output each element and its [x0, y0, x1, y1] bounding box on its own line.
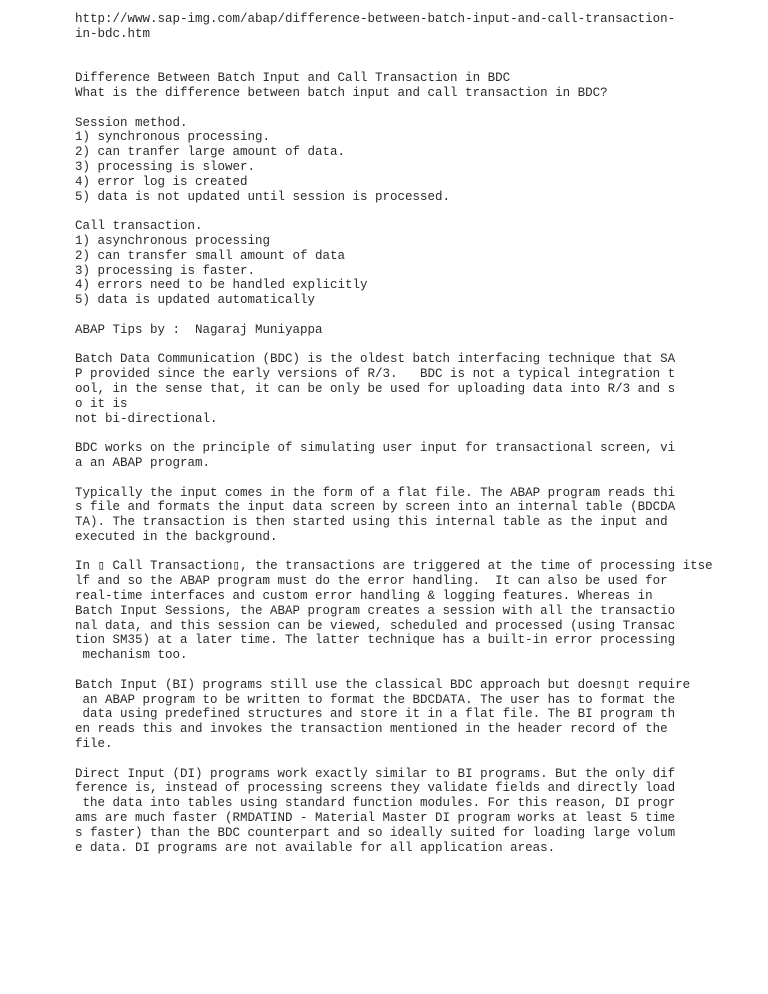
tips-line: ABAP Tips by : Nagaraj Muniyappa [75, 322, 323, 337]
paragraph-line: ference is, instead of processing screens they validate fields and directly load [75, 781, 676, 796]
paragraph-line: real-time interfaces and custom error handling & logging features. Whereas in [75, 589, 653, 604]
paragraph-line: executed in the background. [75, 529, 278, 544]
session-line: 3) processing is slower. [75, 159, 256, 174]
paragraph-line: Direct Input (DI) programs work exactly similar to BI programs. But the only dif [75, 766, 676, 781]
paragraph-line: nal data, and this session can be viewed, scheduled and processed (using Transac [75, 618, 676, 633]
flat-file-paragraph [75, 486, 755, 545]
paragraph-line: In ▯ Call Transaction▯, the transactions are triggered at the time of processing itse [75, 559, 713, 574]
paragraph-line: a an ABAP program. [75, 455, 211, 470]
paragraph-line: Batch Input (BI) programs still use the classical BDC approach but doesn▯t require [75, 677, 691, 692]
paragraph-line: P provided since the early versions of R/3. BDC is not a typical integration t [75, 367, 676, 382]
paragraph-line: Typically the input comes in the form of a flat file. The ABAP program reads thi [75, 485, 676, 500]
heading-line: Difference Between Batch Input and Call Transaction in BDC [75, 71, 511, 86]
paragraph-line: s file and formats the input data screen by screen into an internal table (BDCDA [75, 500, 676, 515]
paragraph-line: data using predefined structures and store it in a flat file. The BI program th [75, 707, 676, 722]
paragraph-line: tion SM35) at a later time. The latter technique has a built-in error processing [75, 633, 676, 648]
paragraph-line: en reads this and invokes the transaction mentioned in the header record of the [75, 722, 668, 737]
paragraph-line: BDC works on the principle of simulating user input for transactional screen, vi [75, 441, 676, 456]
paragraph-line: lf and so the ABAP program must do the error handling. It can also be used for [75, 574, 668, 589]
direct-input-paragraph [75, 767, 755, 856]
paragraph-line: the data into tables using standard function modules. For this reason, DI progr [75, 796, 676, 811]
session-line: 5) data is not updated until session is processed. [75, 189, 451, 204]
batch-input-paragraph [75, 678, 755, 752]
url-line: in-bdc.htm [75, 26, 151, 41]
heading-line: What is the difference between batch input and call transaction in BDC? [75, 85, 608, 100]
paragraph-line: an ABAP program to be written to format the BDCDATA. The user has to format the [75, 692, 676, 707]
paragraph-line: s faster) than the BDC counterpart and so ideally suited for loading large volum [75, 825, 676, 840]
call-line: 1) asynchronous processing [75, 233, 271, 248]
session-method-list [75, 116, 755, 205]
call-transaction-paragraph [75, 559, 755, 663]
document-page [75, 12, 755, 870]
paragraph-line: o it is [75, 396, 128, 411]
document-heading [75, 71, 755, 101]
session-line: 2) can tranfer large amount of data. [75, 145, 346, 160]
call-transaction-list [75, 219, 755, 308]
paragraph-line: ams are much faster (RMDATIND - Material Master DI program works at least 5 time [75, 811, 676, 826]
paragraph-line: e data. DI programs are not available for all application areas. [75, 840, 556, 855]
paragraph-line: mechanism too. [75, 648, 188, 663]
tips-author [75, 323, 755, 338]
paragraph-line: not bi-directional. [75, 411, 218, 426]
call-line: 3) processing is faster. [75, 263, 256, 278]
url-line: http://www.sap-img.com/abap/difference-between-batch-input-and-call-transaction- [75, 12, 676, 26]
paragraph-line: TA). The transaction is then started using this internal table as the input and [75, 515, 668, 530]
paragraph-line: Batch Data Communication (BDC) is the oldest batch interfacing technique that SA [75, 352, 676, 367]
session-line: 4) error log is created [75, 174, 248, 189]
call-line: 4) errors need to be handled explicitly [75, 278, 368, 293]
session-line: 1) synchronous processing. [75, 130, 271, 145]
call-line: 2) can transfer small amount of data [75, 248, 346, 263]
paragraph-line: ool, in the sense that, it can be only be used for uploading data into R/3 and s [75, 381, 676, 396]
bdc-intro-paragraph [75, 352, 755, 426]
call-line: 5) data is updated automatically [75, 293, 316, 308]
paragraph-line: file. [75, 737, 113, 752]
source-url [75, 12, 755, 42]
call-line: Call transaction. [75, 219, 203, 234]
session-line: Session method. [75, 115, 188, 130]
bdc-principle-paragraph [75, 441, 755, 471]
paragraph-line: Batch Input Sessions, the ABAP program creates a session with all the transactio [75, 603, 676, 618]
